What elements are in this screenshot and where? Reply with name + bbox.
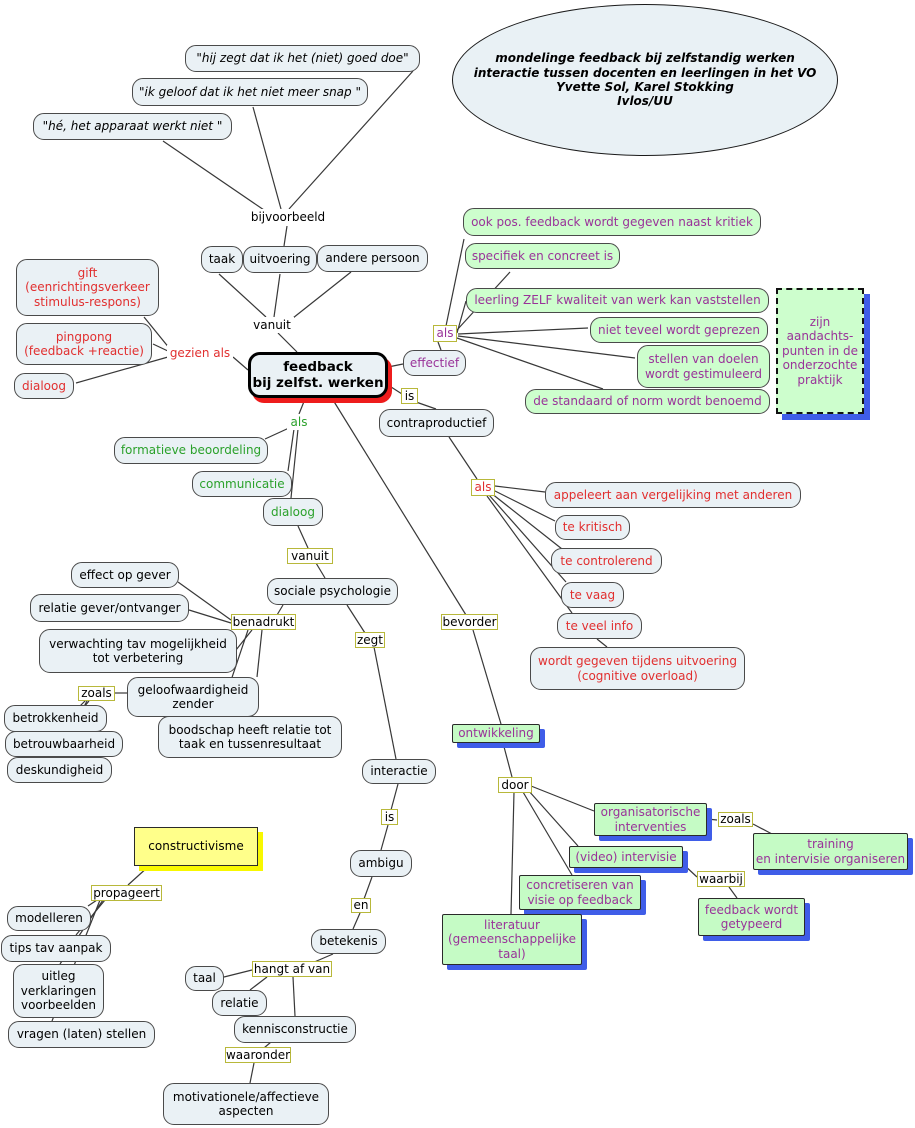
- concept-concretiseren-visie[interactable]: concretiseren van visie op feedback: [519, 875, 641, 910]
- concept-quote-3[interactable]: "hé, het apparaat werkt niet ": [33, 113, 232, 140]
- link-label-door[interactable]: door: [498, 777, 532, 793]
- concept-specifiek-concreet[interactable]: specifiek en concreet is: [465, 243, 620, 269]
- concept-quote-2[interactable]: "ik geloof dat ik het niet meer snap ": [132, 78, 368, 106]
- concept-standaard-of-norm[interactable]: de standaard of norm wordt benoemd: [525, 389, 770, 414]
- concept-contraproductief[interactable]: contraproductief: [379, 409, 494, 437]
- concept-deskundigheid[interactable]: deskundigheid: [7, 757, 112, 783]
- concept-uitleg-verklaringen[interactable]: uitleg verklaringen voorbeelden: [13, 964, 104, 1018]
- map-title-ellipse[interactable]: mondelinge feedback bij zelfstandig werken interactie tussen docenten en leerlingen in het VO Yvette Sol, Karel Stokking Ivlos/UU: [452, 4, 838, 156]
- concept-ook-pos-feedback[interactable]: ook pos. feedback wordt gegeven naast kritiek: [463, 208, 761, 236]
- link-label-als-contraproductief[interactable]: als: [471, 479, 495, 496]
- concept-feedback-hoofdnode[interactable]: feedback bij zelfst. werken: [248, 352, 388, 398]
- concept-kennisconstructie[interactable]: kennisconstructie: [234, 1016, 356, 1043]
- concept-pingpong[interactable]: pingpong (feedback +reactie): [16, 323, 152, 365]
- link-label-zegt[interactable]: zegt: [357, 632, 384, 647]
- concept-relatie-gever-ontvanger[interactable]: relatie gever/ontvanger: [30, 594, 189, 622]
- concept-betekenis[interactable]: betekenis: [311, 929, 386, 954]
- annotation-aandachtspunten[interactable]: zijn aandachts- punten in de onderzochte praktijk: [776, 288, 864, 414]
- concept-te-kritisch[interactable]: te kritisch: [555, 515, 630, 540]
- concept-stellen-van-doelen[interactable]: stellen van doelen wordt gestimuleerd: [637, 345, 770, 388]
- concept-dialoog-groen[interactable]: dialoog: [263, 498, 323, 526]
- concept-training-intervisie[interactable]: training en intervisie organiseren: [753, 833, 908, 870]
- concept-organisatorische-interventies[interactable]: organisatorische interventies: [594, 803, 707, 836]
- concept-ontwikkeling[interactable]: ontwikkeling: [452, 724, 540, 743]
- link-label-benadrukt[interactable]: benadrukt: [232, 614, 295, 629]
- concept-sociale-psychologie[interactable]: sociale psychologie: [267, 578, 398, 605]
- concept-boodschap-relatie-taak[interactable]: boodschap heeft relatie tot taak en tussenresultaat: [158, 716, 342, 758]
- link-label-zoals-links[interactable]: zoals: [78, 686, 115, 701]
- concept-niet-teveel-geprezen[interactable]: niet teveel wordt geprezen: [590, 317, 768, 343]
- concept-andere-persoon[interactable]: andere persoon: [317, 245, 428, 272]
- label-bijvoorbeeld[interactable]: bijvoorbeeld: [244, 209, 332, 226]
- concept-geloofwaardigheid-zender[interactable]: geloofwaardigheid zender: [127, 677, 259, 717]
- concept-taak[interactable]: taak: [201, 246, 243, 273]
- concept-relatie[interactable]: relatie: [212, 990, 267, 1016]
- concept-dialoog-rood[interactable]: dialoog: [14, 373, 74, 399]
- link-label-waarbij[interactable]: waarbij: [697, 871, 745, 887]
- link-label-propageert[interactable]: propageert: [91, 885, 162, 901]
- concept-quote-1[interactable]: "hij zegt dat ik het (niet) goed doe": [185, 45, 420, 72]
- link-label-waaronder[interactable]: waaronder: [225, 1047, 291, 1062]
- concept-te-controlerend[interactable]: te controlerend: [551, 548, 662, 574]
- concept-formatieve-beoordeling[interactable]: formatieve beoordeling: [114, 437, 268, 464]
- concept-uitvoering[interactable]: uitvoering: [243, 246, 317, 273]
- concept-feedback-getypeerd[interactable]: feedback wordt getypeerd: [698, 898, 805, 936]
- link-label-is-ambigu[interactable]: is: [381, 809, 398, 825]
- concept-leerling-zelf[interactable]: leerling ZELF kwaliteit van werk kan vaststellen: [466, 288, 769, 313]
- link-label-en[interactable]: en: [351, 898, 371, 913]
- concept-literatuur-gemeenschappelijke-taal[interactable]: literatuur (gemeenschappelijke taal): [442, 914, 582, 965]
- concept-verwachting-verbetering[interactable]: verwachting tav mogelijkheid tot verbetering: [39, 629, 237, 673]
- concept-betrokkenheid[interactable]: betrokkenheid: [4, 705, 107, 732]
- concept-interactie[interactable]: interactie: [362, 759, 436, 784]
- label-gezien-als[interactable]: gezien als: [167, 345, 233, 361]
- link-label-vanuit[interactable]: vanuit: [287, 548, 333, 564]
- concept-betrouwbaarheid[interactable]: betrouwbaarheid: [5, 731, 123, 757]
- concept-cognitive-overload[interactable]: wordt gegeven tijdens uitvoering (cognitive overload): [530, 647, 745, 690]
- concept-appeleert-vergelijking[interactable]: appeleert aan vergelijking met anderen: [545, 482, 801, 508]
- concept-te-vaag[interactable]: te vaag: [561, 582, 624, 608]
- label-als-groen[interactable]: als: [287, 414, 311, 430]
- concept-ambigu[interactable]: ambigu: [350, 850, 412, 877]
- link-label-als-effectief[interactable]: als: [433, 325, 457, 342]
- concept-te-veel-info[interactable]: te veel info: [557, 613, 642, 639]
- concept-video-intervisie[interactable]: (video) intervisie: [569, 846, 683, 868]
- concept-modelleren[interactable]: modelleren: [7, 906, 91, 931]
- label-vanuit-top[interactable]: vanuit: [250, 317, 294, 333]
- concept-motivationele-aspecten[interactable]: motivationele/affectieve aspecten: [163, 1083, 329, 1125]
- link-label-is-contraproductief[interactable]: is: [401, 388, 418, 404]
- concept-gift[interactable]: gift (eenrichtingsverkeer stimulus-respons): [16, 259, 159, 316]
- concept-effectief[interactable]: effectief: [403, 350, 466, 376]
- concept-constructivisme[interactable]: constructivisme: [134, 827, 258, 866]
- concept-tips-tav-aanpak[interactable]: tips tav aanpak: [1, 935, 111, 962]
- link-label-hangt-af-van[interactable]: hangt af van: [253, 961, 331, 976]
- concept-taal[interactable]: taal: [185, 966, 224, 991]
- link-label-bevorder[interactable]: bevorder: [442, 614, 497, 629]
- concept-effect-op-gever[interactable]: effect op gever: [71, 562, 179, 588]
- concept-communicatie[interactable]: communicatie: [192, 471, 292, 497]
- link-label-zoals-rechts[interactable]: zoals: [718, 812, 753, 827]
- concept-vragen-laten-stellen[interactable]: vragen (laten) stellen: [8, 1021, 155, 1048]
